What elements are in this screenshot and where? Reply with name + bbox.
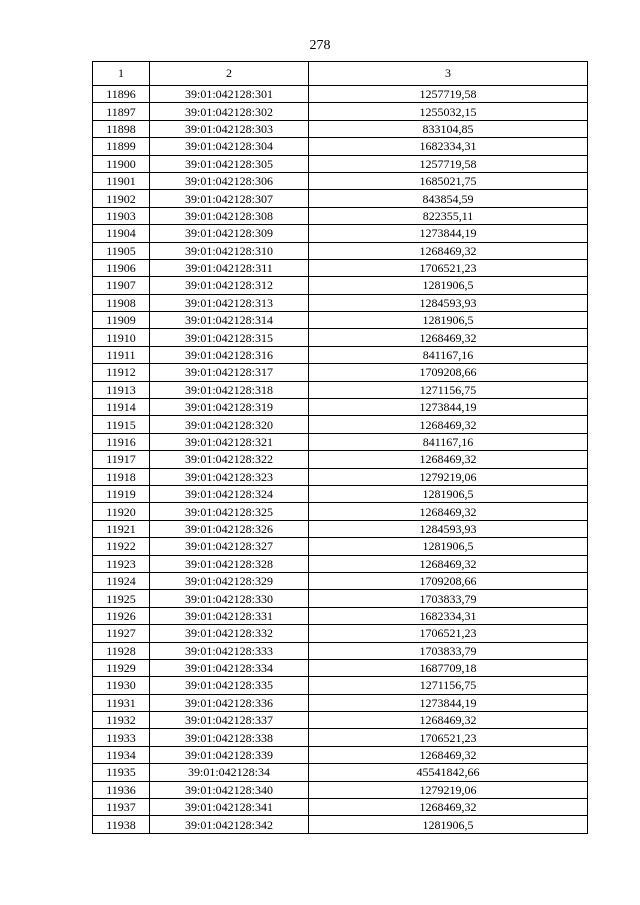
value-cell: 1281906,5 xyxy=(309,538,588,555)
table-body xyxy=(93,86,588,834)
value-cell: 1257719,58 xyxy=(309,86,588,103)
cadastral-number-cell: 39:01:042128:320 xyxy=(150,416,309,433)
row-number-cell: 11919 xyxy=(93,485,150,502)
cadastral-number-cell: 39:01:042128:338 xyxy=(150,729,309,746)
value-cell: 1268469,32 xyxy=(309,242,588,259)
table-row xyxy=(93,607,588,624)
value-cell: 1706521,23 xyxy=(309,729,588,746)
table-row xyxy=(93,120,588,137)
row-number-cell: 11931 xyxy=(93,694,150,711)
table-row xyxy=(93,172,588,189)
table-row xyxy=(93,190,588,207)
cadastral-number-cell: 39:01:042128:301 xyxy=(150,86,309,103)
value-cell: 1273844,19 xyxy=(309,399,588,416)
row-number-cell: 11912 xyxy=(93,364,150,381)
value-cell: 1257719,58 xyxy=(309,155,588,172)
cadastral-number-cell: 39:01:042128:316 xyxy=(150,346,309,363)
value-cell: 1268469,32 xyxy=(309,799,588,816)
table-row xyxy=(93,485,588,502)
row-number-cell: 11923 xyxy=(93,555,150,572)
value-cell: 841167,16 xyxy=(309,433,588,450)
value-cell: 1284593,93 xyxy=(309,294,588,311)
cadastral-number-cell: 39:01:042128:314 xyxy=(150,312,309,329)
row-number-cell: 11910 xyxy=(93,329,150,346)
row-number-cell: 11925 xyxy=(93,590,150,607)
value-cell: 1703833,79 xyxy=(309,642,588,659)
value-cell: 1281906,5 xyxy=(309,485,588,502)
cadastral-number-cell: 39:01:042128:309 xyxy=(150,225,309,242)
cadastral-number-cell: 39:01:042128:325 xyxy=(150,503,309,520)
value-cell: 1268469,32 xyxy=(309,746,588,763)
cadastral-number-cell: 39:01:042128:336 xyxy=(150,694,309,711)
table-row xyxy=(93,433,588,450)
value-cell: 1706521,23 xyxy=(309,259,588,276)
table-row xyxy=(93,816,588,833)
cadastral-number-cell: 39:01:042128:334 xyxy=(150,659,309,676)
cadastral-number-cell: 39:01:042128:328 xyxy=(150,555,309,572)
row-number-cell: 11899 xyxy=(93,138,150,155)
table-row xyxy=(93,329,588,346)
table-row xyxy=(93,364,588,381)
row-number-cell: 11922 xyxy=(93,538,150,555)
table-row xyxy=(93,590,588,607)
table-row xyxy=(93,468,588,485)
cadastral-number-cell: 39:01:042128:339 xyxy=(150,746,309,763)
column-header-1: 1 xyxy=(93,62,150,86)
row-number-cell: 11913 xyxy=(93,381,150,398)
value-cell: 1268469,32 xyxy=(309,416,588,433)
table-row xyxy=(93,451,588,468)
row-number-cell: 11898 xyxy=(93,120,150,137)
table-row xyxy=(93,312,588,329)
row-number-cell: 11938 xyxy=(93,816,150,833)
registry-table xyxy=(92,61,588,834)
column-header-2: 2 xyxy=(150,62,309,86)
row-number-cell: 11905 xyxy=(93,242,150,259)
cadastral-number-cell: 39:01:042128:304 xyxy=(150,138,309,155)
row-number-cell: 11937 xyxy=(93,799,150,816)
cadastral-number-cell: 39:01:042128:34 xyxy=(150,764,309,781)
value-cell: 1709208,66 xyxy=(309,572,588,589)
cadastral-number-cell: 39:01:042128:318 xyxy=(150,381,309,398)
value-cell: 1273844,19 xyxy=(309,694,588,711)
row-number-cell: 11921 xyxy=(93,520,150,537)
table-row xyxy=(93,659,588,676)
cadastral-number-cell: 39:01:042128:321 xyxy=(150,433,309,450)
row-number-cell: 11935 xyxy=(93,764,150,781)
table-row xyxy=(93,399,588,416)
row-number-cell: 11934 xyxy=(93,746,150,763)
value-cell: 1273844,19 xyxy=(309,225,588,242)
value-cell: 1268469,32 xyxy=(309,712,588,729)
row-number-cell: 11933 xyxy=(93,729,150,746)
table-row xyxy=(93,677,588,694)
row-number-cell: 11915 xyxy=(93,416,150,433)
cadastral-number-cell: 39:01:042128:302 xyxy=(150,103,309,120)
table-header xyxy=(93,62,588,86)
cadastral-number-cell: 39:01:042128:335 xyxy=(150,677,309,694)
row-number-cell: 11896 xyxy=(93,86,150,103)
value-cell: 1685021,75 xyxy=(309,172,588,189)
row-number-cell: 11920 xyxy=(93,503,150,520)
row-number-cell: 11930 xyxy=(93,677,150,694)
header-row xyxy=(93,62,588,86)
cadastral-number-cell: 39:01:042128:326 xyxy=(150,520,309,537)
table-row xyxy=(93,572,588,589)
cadastral-number-cell: 39:01:042128:331 xyxy=(150,607,309,624)
cadastral-number-cell: 39:01:042128:306 xyxy=(150,172,309,189)
row-number-cell: 11914 xyxy=(93,399,150,416)
table-row xyxy=(93,555,588,572)
cadastral-number-cell: 39:01:042128:305 xyxy=(150,155,309,172)
cadastral-number-cell: 39:01:042128:330 xyxy=(150,590,309,607)
table-row xyxy=(93,520,588,537)
column-header-3: 3 xyxy=(309,62,588,86)
table-row xyxy=(93,642,588,659)
value-cell: 1284593,93 xyxy=(309,520,588,537)
value-cell: 1682334,31 xyxy=(309,138,588,155)
row-number-cell: 11904 xyxy=(93,225,150,242)
row-number-cell: 11907 xyxy=(93,277,150,294)
cadastral-number-cell: 39:01:042128:322 xyxy=(150,451,309,468)
value-cell: 1255032,15 xyxy=(309,103,588,120)
table-row xyxy=(93,86,588,103)
row-number-cell: 11911 xyxy=(93,346,150,363)
row-number-cell: 11924 xyxy=(93,572,150,589)
table-row xyxy=(93,416,588,433)
table-row xyxy=(93,503,588,520)
cadastral-number-cell: 39:01:042128:311 xyxy=(150,259,309,276)
value-cell: 1268469,32 xyxy=(309,555,588,572)
row-number-cell: 11908 xyxy=(93,294,150,311)
table-row xyxy=(93,259,588,276)
cadastral-number-cell: 39:01:042128:341 xyxy=(150,799,309,816)
table-row xyxy=(93,277,588,294)
row-number-cell: 11903 xyxy=(93,207,150,224)
cadastral-number-cell: 39:01:042128:340 xyxy=(150,781,309,798)
table-row xyxy=(93,781,588,798)
cadastral-number-cell: 39:01:042128:327 xyxy=(150,538,309,555)
row-number-cell: 11916 xyxy=(93,433,150,450)
value-cell: 1279219,06 xyxy=(309,781,588,798)
cadastral-number-cell: 39:01:042128:315 xyxy=(150,329,309,346)
value-cell: 1709208,66 xyxy=(309,364,588,381)
value-cell: 1703833,79 xyxy=(309,590,588,607)
cadastral-number-cell: 39:01:042128:324 xyxy=(150,485,309,502)
cadastral-number-cell: 39:01:042128:307 xyxy=(150,190,309,207)
table-row xyxy=(93,746,588,763)
cadastral-number-cell: 39:01:042128:312 xyxy=(150,277,309,294)
row-number-cell: 11906 xyxy=(93,259,150,276)
value-cell: 841167,16 xyxy=(309,346,588,363)
table-row xyxy=(93,207,588,224)
table-row xyxy=(93,799,588,816)
value-cell: 1706521,23 xyxy=(309,625,588,642)
value-cell: 843854,59 xyxy=(309,190,588,207)
value-cell: 833104,85 xyxy=(309,120,588,137)
table-row xyxy=(93,346,588,363)
value-cell: 1271156,75 xyxy=(309,381,588,398)
row-number-cell: 11918 xyxy=(93,468,150,485)
value-cell: 1281906,5 xyxy=(309,816,588,833)
row-number-cell: 11917 xyxy=(93,451,150,468)
cadastral-number-cell: 39:01:042128:313 xyxy=(150,294,309,311)
table-row xyxy=(93,712,588,729)
table-row xyxy=(93,225,588,242)
row-number-cell: 11901 xyxy=(93,172,150,189)
row-number-cell: 11909 xyxy=(93,312,150,329)
cadastral-number-cell: 39:01:042128:333 xyxy=(150,642,309,659)
row-number-cell: 11897 xyxy=(93,103,150,120)
value-cell: 1281906,5 xyxy=(309,277,588,294)
cadastral-number-cell: 39:01:042128:303 xyxy=(150,120,309,137)
row-number-cell: 11932 xyxy=(93,712,150,729)
cadastral-number-cell: 39:01:042128:310 xyxy=(150,242,309,259)
table-row xyxy=(93,294,588,311)
table-row xyxy=(93,242,588,259)
table-row xyxy=(93,625,588,642)
cadastral-number-cell: 39:01:042128:323 xyxy=(150,468,309,485)
value-cell: 1281906,5 xyxy=(309,312,588,329)
row-number-cell: 11926 xyxy=(93,607,150,624)
value-cell: 1687709,18 xyxy=(309,659,588,676)
cadastral-number-cell: 39:01:042128:337 xyxy=(150,712,309,729)
table-row xyxy=(93,155,588,172)
cadastral-number-cell: 39:01:042128:332 xyxy=(150,625,309,642)
value-cell: 1682334,31 xyxy=(309,607,588,624)
page-number: 278 xyxy=(309,38,331,53)
table-row xyxy=(93,538,588,555)
cadastral-number-cell: 39:01:042128:308 xyxy=(150,207,309,224)
row-number-cell: 11936 xyxy=(93,781,150,798)
row-number-cell: 11928 xyxy=(93,642,150,659)
cadastral-number-cell: 39:01:042128:319 xyxy=(150,399,309,416)
value-cell: 1268469,32 xyxy=(309,451,588,468)
cadastral-number-cell: 39:01:042128:317 xyxy=(150,364,309,381)
table-row xyxy=(93,729,588,746)
row-number-cell: 11927 xyxy=(93,625,150,642)
value-cell: 1268469,32 xyxy=(309,503,588,520)
value-cell: 1268469,32 xyxy=(309,329,588,346)
row-number-cell: 11900 xyxy=(93,155,150,172)
row-number-cell: 11929 xyxy=(93,659,150,676)
row-number-cell: 11902 xyxy=(93,190,150,207)
table-row xyxy=(93,694,588,711)
value-cell: 45541842,66 xyxy=(309,764,588,781)
cadastral-number-cell: 39:01:042128:342 xyxy=(150,816,309,833)
value-cell: 822355,11 xyxy=(309,207,588,224)
table-row xyxy=(93,138,588,155)
table-row xyxy=(93,764,588,781)
cadastral-number-cell: 39:01:042128:329 xyxy=(150,572,309,589)
table-row xyxy=(93,103,588,120)
value-cell: 1279219,06 xyxy=(309,468,588,485)
table-row xyxy=(93,381,588,398)
value-cell: 1271156,75 xyxy=(309,677,588,694)
